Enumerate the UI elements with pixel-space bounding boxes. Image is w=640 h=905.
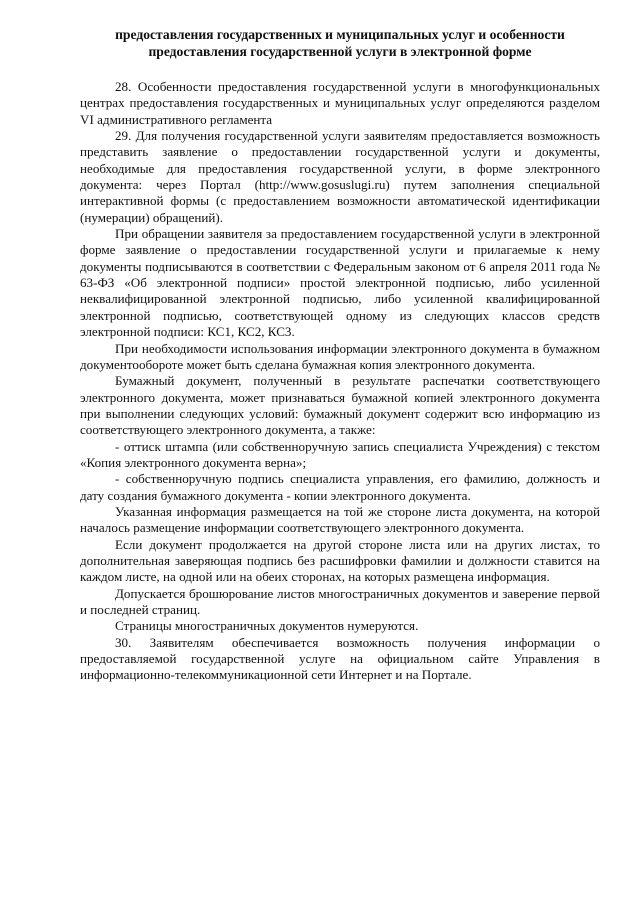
document-page bbox=[80, 27, 600, 684]
paragraph-multi-sheet: Если документ продолжается на другой стороне листа или на других листах, то дополнительная заверяющая подпись без расшифровки фамилии и должности ставится на каждом листе, на одной или на обеих сторонах, на которых размещена информация. bbox=[80, 536, 600, 585]
heading-line-2: предоставления государственной услуги в электронной форме bbox=[148, 43, 532, 59]
paragraph-binding: Допускается брошюрование листов многостраничных документов и заверение первой и последней страниц. bbox=[80, 585, 600, 617]
paragraph-signature-condition: - собственноручную подпись специалиста управления, его фамилию, должность и дату создания бумажного документа - копии электронного документа. bbox=[80, 471, 600, 503]
section-heading bbox=[80, 27, 600, 60]
heading-line-1: предоставления государственных и муниципальных услуг и особенности bbox=[115, 27, 565, 42]
paragraph-30: 30. Заявителям обеспечивается возможность получения информации о предоставляемой государственной услуге на официальном сайте Управления в информационно-телекоммуникационной сети Интернет и на Портале. bbox=[80, 634, 600, 683]
paragraph-29: 29. Для получения государственной услуги заявителям предоставляется возможность представить заявление о предоставлении государственной услуги и документы, необходимые для предоставления государственной услуги, в форме электронного документа: через Портал (http://www.gosuslugi.ru) путем заполнения специальной интерактивной формы (с предоставлением возможности автоматической идентификации (нумерации) обращений). bbox=[80, 128, 600, 225]
paragraph-paper-document-conditions: Бумажный документ, полученный в результате распечатки соответствующего электронного документа, может признаваться бумажной копией электронного документа при выполнении следующих условий: бумажный документ содержит всю информацию из соответствующего электронного документа, а также: bbox=[80, 373, 600, 438]
paragraph-paper-copy: При необходимости использования информации электронного документа в бумажном документообороте может быть сделана бумажная копия электронного документа. bbox=[80, 340, 600, 372]
paragraph-info-placement: Указанная информация размещается на той же стороне листа документа, на которой началось размещение информации соответствующего электронного документа. bbox=[80, 503, 600, 536]
paragraph-page-numbering: Страницы многостраничных документов нумеруются. bbox=[115, 618, 419, 634]
paragraph-stamp-condition: - оттиск штампа (или собственноручную запись специалиста Учреждения) с текстом «Копия электронного документа верна»; bbox=[80, 438, 600, 470]
paragraph-electronic-signature: При обращении заявителя за предоставлением государственной услуги в электронной форме заявление о предоставлении государственной услуги и прилагаемые к нему документы подписываются в соответствии с Федеральным законом от 6 апреля 2011 года № 63-ФЗ «Об электронной подписи» простой электронной подписью, либо усиленной неквалифицированной электронной подписью, либо усиленной квалифицированной электронной подписью, соответствующей одному из следующих классов средств электронной подписи: КС1, КС2, КС3. bbox=[80, 226, 600, 340]
paragraph-28: 28. Особенности предоставления государственной услуги в многофункциональных центрах предоставления государственных и муниципальных услуг определяются разделом VI административного регламента bbox=[80, 79, 600, 127]
